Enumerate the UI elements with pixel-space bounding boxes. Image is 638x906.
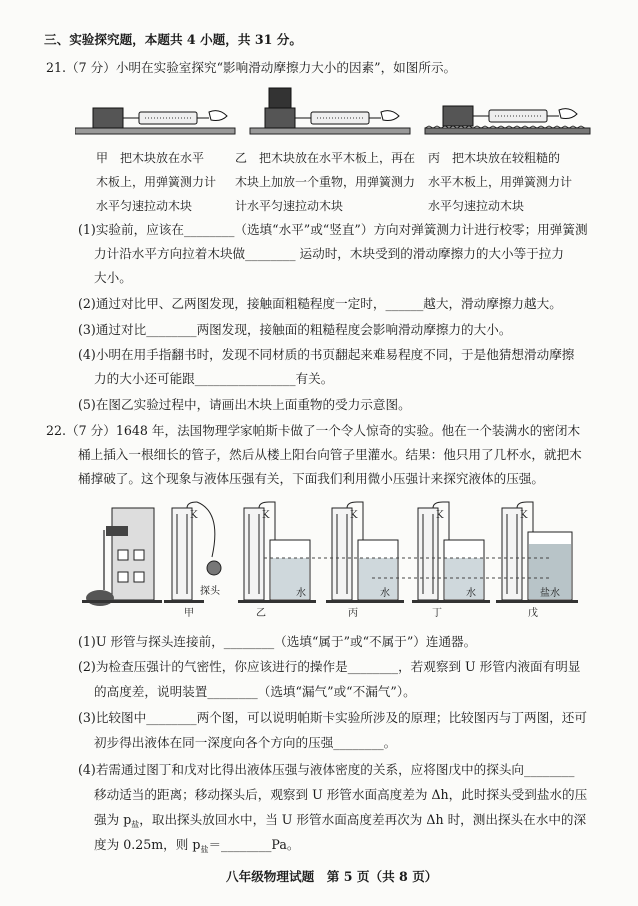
- q21-1-line2: 力计沿水平方向拉着木块做________ 运动时，木块受到的滑动摩擦力的大小等于拉力: [94, 246, 564, 261]
- q22-1: (1)U 形管与探头连接前，________（选填“属于”或“不属于”）连通器。: [78, 634, 477, 649]
- fig-label-ding: 丁: [432, 608, 442, 619]
- valve-label-jia: K: [190, 510, 198, 521]
- q22-stem-line3: 桶撑破了。这个现象与液体压强有关，下面我们利用微小压强计来探究液体的压强。: [78, 471, 544, 486]
- page-footer: 八年级物理试题 第 5 页（共 8 页）: [226, 869, 438, 884]
- brine-label: 盐水: [540, 588, 560, 599]
- water-label-yi: 水: [296, 588, 306, 599]
- q21-1-line3: 大小。: [94, 270, 132, 285]
- q22-stem-line1: 22.（7 分）1648 年，法国物理学家帕斯卡做了一个令人惊奇的实验。他在一个装满水的密闭木: [46, 423, 581, 438]
- water-label-bing: 水: [380, 588, 390, 599]
- q21-3: (3)通过对比________两图发现，接触面的粗糙程度会影响滑动摩擦力的大小。: [78, 322, 512, 337]
- fig-label-jia: 甲: [184, 608, 194, 619]
- fig-label-wu: 戊: [528, 608, 538, 619]
- probe-label: 探头: [200, 586, 220, 597]
- q21-4-line2: 力的大小还可能跟________________有关。: [94, 371, 334, 386]
- caption-bing: 丙 把木块放在较粗糙的 水平木板上，用弹簧测力计 水平匀速拉动木块: [428, 151, 573, 213]
- valve-label-yi: K: [262, 510, 270, 521]
- q22-pressure-figure: [82, 500, 582, 620]
- q22-stem-line2: 桶上插入一根细长的管子，然后从楼上阳台向管子里灌水。结果：他只用了几杯水，就把木: [78, 447, 582, 462]
- q22-3-line2: 初步得出液体在同一深度向各个方向的压强________。: [94, 735, 397, 750]
- q22-2-line1: (2)为检查压强计的气密性，你应该进行的操作是________，若观察到 U 形管内液面有明显: [78, 659, 581, 674]
- q22-4-line1: (4)若需通过图丁和戊对比得出液体压强与液体密度的关系，应将图戊中的探头向________: [78, 762, 575, 777]
- section-title: 三、实验探究题，本题共 4 小题，共 31 分。: [44, 32, 302, 47]
- valve-label-bing: K: [350, 510, 358, 521]
- caption-jia: 甲 把木块放在水平 木板上，用弹簧测力计 水平匀速拉动木块: [96, 151, 217, 213]
- q22-4-line4: 度为 0.25m，则 $p_盐=\_\_\_\_\_\_\_\_Pa$。: [94, 837, 300, 854]
- valve-label-ding: K: [436, 510, 444, 521]
- q21-friction-figure: [75, 82, 595, 142]
- q21-2: (2)通过对比甲、乙两图发现，接触面粗糙程度一定时，______越大，滑动摩擦力越大。: [78, 296, 562, 311]
- q21-5: (5)在图乙实验过程中，请画出木块上面重物的受力示意图。: [78, 397, 411, 412]
- q22-4-line3: 强为 $p_盐$，取出探头放回水中，当 U 形管水面高度差再次为 Δh 时，测出探头在水中的深: [94, 812, 587, 829]
- q21-1-line1: (1)实验前，应该在________（选填“水平”或“竖直”）方向对弹簧测力计进行校零；用弹簧测: [78, 222, 588, 237]
- q22-4-line2: 移动适当的距离；移动探头后，观察到 U 形管水面高度差为 Δh，此时探头受到盐水的压: [94, 787, 588, 802]
- caption-yi: 乙 把木块放在水平木板上，再在 木块上加放一个重物，用弹簧测力 计水平匀速拉动木块: [235, 151, 416, 213]
- water-label-ding: 水: [466, 588, 476, 599]
- fig-label-bing: 丙: [348, 608, 358, 619]
- q21-4-line1: (4)小明在用手指翻书时，发现不同材质的书页翻起来难易程度不同，于是他猜想滑动摩擦: [78, 347, 575, 362]
- q22-2-line2: 的高度差，说明装置________（选填“漏气”或“不漏气”）。: [94, 684, 416, 699]
- fig-label-yi: 乙: [256, 608, 266, 619]
- valve-label-wu: K: [520, 510, 528, 521]
- q22-3-line1: (3)比较图中________两个图，可以说明帕斯卡实验所涉及的原理；比较图丙与丁两图，还可: [78, 710, 587, 725]
- q21-stem: 21.（7 分）小明在实验室探究“影响滑动摩擦力大小的因素”，如图所示。: [46, 60, 457, 75]
